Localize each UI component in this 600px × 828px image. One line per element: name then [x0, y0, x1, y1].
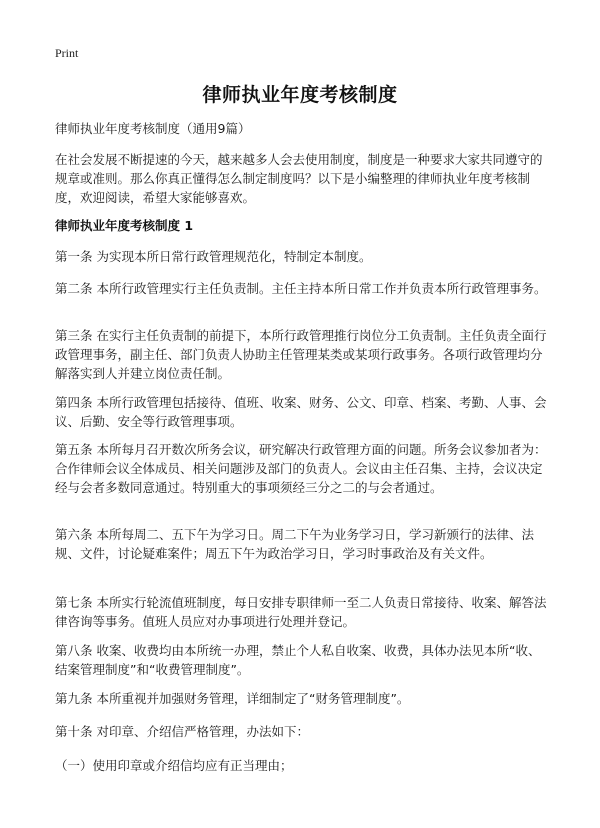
article-6: 第六条 本所每周二、五下午为学习日。周二下午为业务学习日，学习新颁行的法律、法规、文件，讨论疑难案件；周五下午为政治学习日，学习时事政治及有关文件。 [55, 527, 534, 561]
article-10: 第十条 对印章、介绍信严格管理，办法如下： [55, 724, 309, 739]
section-heading: 律师执业年度考核制度 1 [55, 218, 194, 233]
print-link[interactable]: Print [55, 46, 79, 60]
article-4: 第四条 本所行政管理包括接待、值班、收案、财务、公文、印章、档案、考勤、人事、会议、后勤、安全等行政管理事项。 [55, 395, 547, 429]
article-2: 第二条 本所行政管理实行主任负责制。主任主持本所日常工作并负责本所行政管理事务。 [55, 281, 547, 296]
intro-paragraph: 在社会发展不断提速的今天，越来越多人会去使用制度，制度是一种要求大家共同遵守的规章或准则。那么你真正懂得怎么制定制度吗？以下是小编整理的律师执业年度考核制度，欢迎阅读，希望大家能够喜欢。 [55, 152, 543, 205]
document-subtitle: 律师执业年度考核制度（通用9篇） [55, 121, 251, 136]
article-10-item-1: （一）使用印章或介绍信均应有正当理由； [55, 758, 293, 773]
article-1: 第一条 为实现本所日常行政管理规范化，特制定本制度。 [55, 249, 372, 264]
article-7: 第七条 本所实行轮流值班制度，每日安排专职律师一至二人负责日常接待、收案、解答法律咨询等事务。值班人员应对办事项进行处理并登记。 [55, 595, 547, 629]
article-3: 第三条 在实行主任负责制的前提下，本所行政管理推行岗位分工负责制。主任负责全面行政管理事务，副主任、部门负责人协助主任管理某类或某项行政事务。各项行政管理均分解落实到人并建立岗位责任制。 [55, 328, 547, 381]
article-9: 第九条 本所重视并加强财务管理，详细制定了“财务管理制度”。 [55, 691, 410, 706]
article-8: 第八条 收案、收费均由本所统一办理，禁止个人私自收案、收费，具体办法见本所“收、结案管理制度”和“收费管理制度”。 [55, 643, 541, 677]
document-title: 律师执业年度考核制度 [202, 84, 398, 106]
article-5: 第五条 本所每月召开数次所务会议，研究解决行政管理方面的问题。所务会议参加者为：合作律师会议全体成员、相关问题涉及部门的负责人。会议由主任召集、主持，会议决定经与会者多数同意通过。特别重大的事项须经三分之二的与会者通过。 [55, 442, 547, 495]
